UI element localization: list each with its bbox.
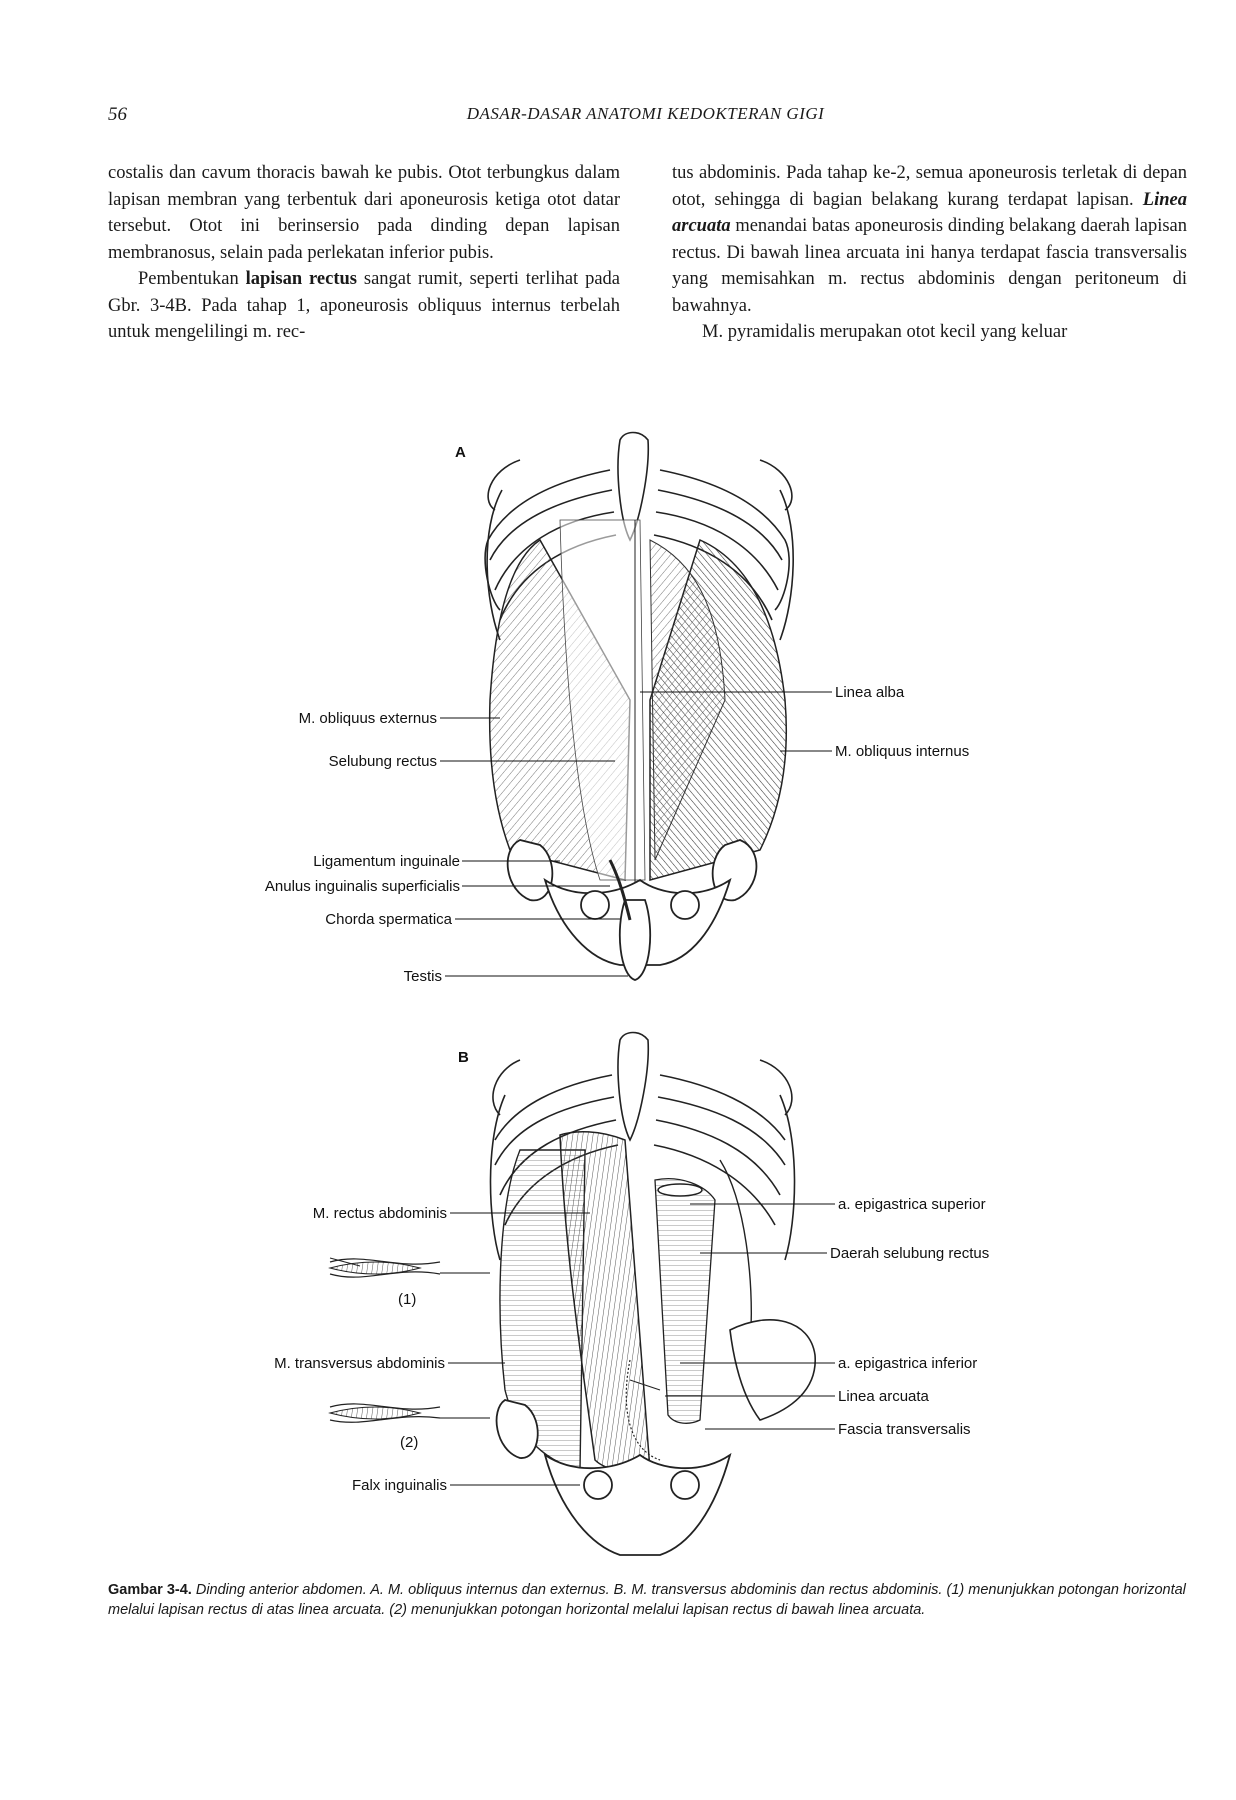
label-linea-alba: Linea alba bbox=[835, 684, 905, 701]
left-paragraph-1: costalis dan cavum thoracis bawah ke pubis. Otot terbungkus dalam lapisan membran yang terbentuk dari aponeurosis ketiga otot datar tersebut. Otot ini berinsersio pada dinding depan lapisan membranosus, selain pada perlekatan inferior pubis. bbox=[108, 163, 620, 263]
label-ligamentum-inguinale: Ligamentum inguinale bbox=[313, 853, 460, 870]
figure-b-drawing bbox=[458, 1033, 815, 1556]
right-paragraph-2: M. pyramidalis merupakan otot kecil yang keluar bbox=[702, 322, 1068, 342]
label-section-1: (1) bbox=[398, 1291, 417, 1308]
figure-caption bbox=[108, 1580, 1188, 1620]
section-diagram-1 bbox=[330, 1258, 490, 1308]
label-epigastrica-inferior: a. epigastrica inferior bbox=[838, 1355, 978, 1372]
page-number: 56 bbox=[108, 104, 127, 125]
right-paragraph-1: tus abdominis. Pada tahap ke-2, semua aponeurosis terletak di depan otot, sehingga di bagian belakang kurang terdapat lapisan. Linea arcuata menandai batas aponeurosis dinding belakang daerah lapisan rectus. Di bawah linea arcuata ini hanya terdapat fascia transversalis yang memisahkan m. rectus abdominis dengan peritoneum di bawahnya. bbox=[672, 163, 1188, 316]
panel-a-label: A bbox=[455, 444, 466, 461]
running-title: DASAR-DASAR ANATOMI KEDOKTERAN GIGI bbox=[466, 104, 825, 123]
label-anulus-inguinalis: Anulus inguinalis superficialis bbox=[264, 878, 460, 895]
label-epigastrica-superior: a. epigastrica superior bbox=[838, 1196, 986, 1213]
label-transversus-abdominis: M. transversus abdominis bbox=[274, 1355, 445, 1372]
section-diagram-2 bbox=[330, 1404, 490, 1451]
label-fascia-transversalis: Fascia transversalis bbox=[838, 1421, 971, 1438]
label-linea-arcuata: Linea arcuata bbox=[838, 1388, 929, 1405]
label-chorda-spermatica: Chorda spermatica bbox=[325, 911, 452, 928]
label-testis: Testis bbox=[403, 968, 442, 985]
caption-lead: Gambar 3-4. bbox=[108, 1582, 192, 1598]
label-falx-inguinalis: Falx inguinalis bbox=[351, 1477, 447, 1494]
label-obliquus-externus: M. obliquus externus bbox=[298, 710, 437, 727]
figure-a-drawing bbox=[455, 433, 793, 981]
label-obliquus-internus: M. obliquus internus bbox=[835, 743, 970, 760]
left-paragraph-2: Pembentukan lapisan rectus sangat rumit, seperti terlihat pada Gbr. 3-4B. Pada tahap 1, aponeurosis obliquus internus terbelah untuk mengelilingi m. rec- bbox=[108, 269, 620, 342]
emph-term-linea-arcuata: Linea arcuata bbox=[672, 189, 1187, 236]
label-daerah-selubung-rectus: Daerah selubung rectus bbox=[830, 1245, 990, 1262]
bold-term-lapisan-rectus: lapisan rectus bbox=[245, 269, 357, 289]
label-section-2: (2) bbox=[400, 1434, 419, 1451]
caption-body: Dinding anterior abdomen. A. M. obliquus internus dan externus. B. M. transversus abdominis dan rectus abdominis. (1) menunjukkan potongan horizontal melalui lapisan rectus di atas linea arcuata. (2) menunjukkan potongan horizontal melalui lapisan rectus di bawah linea arcuata. bbox=[108, 1582, 1186, 1618]
panel-b-label: B bbox=[458, 1049, 469, 1066]
label-rectus-abdominis: M. rectus abdominis bbox=[312, 1205, 447, 1222]
label-selubung-rectus: Selubung rectus bbox=[328, 753, 437, 770]
